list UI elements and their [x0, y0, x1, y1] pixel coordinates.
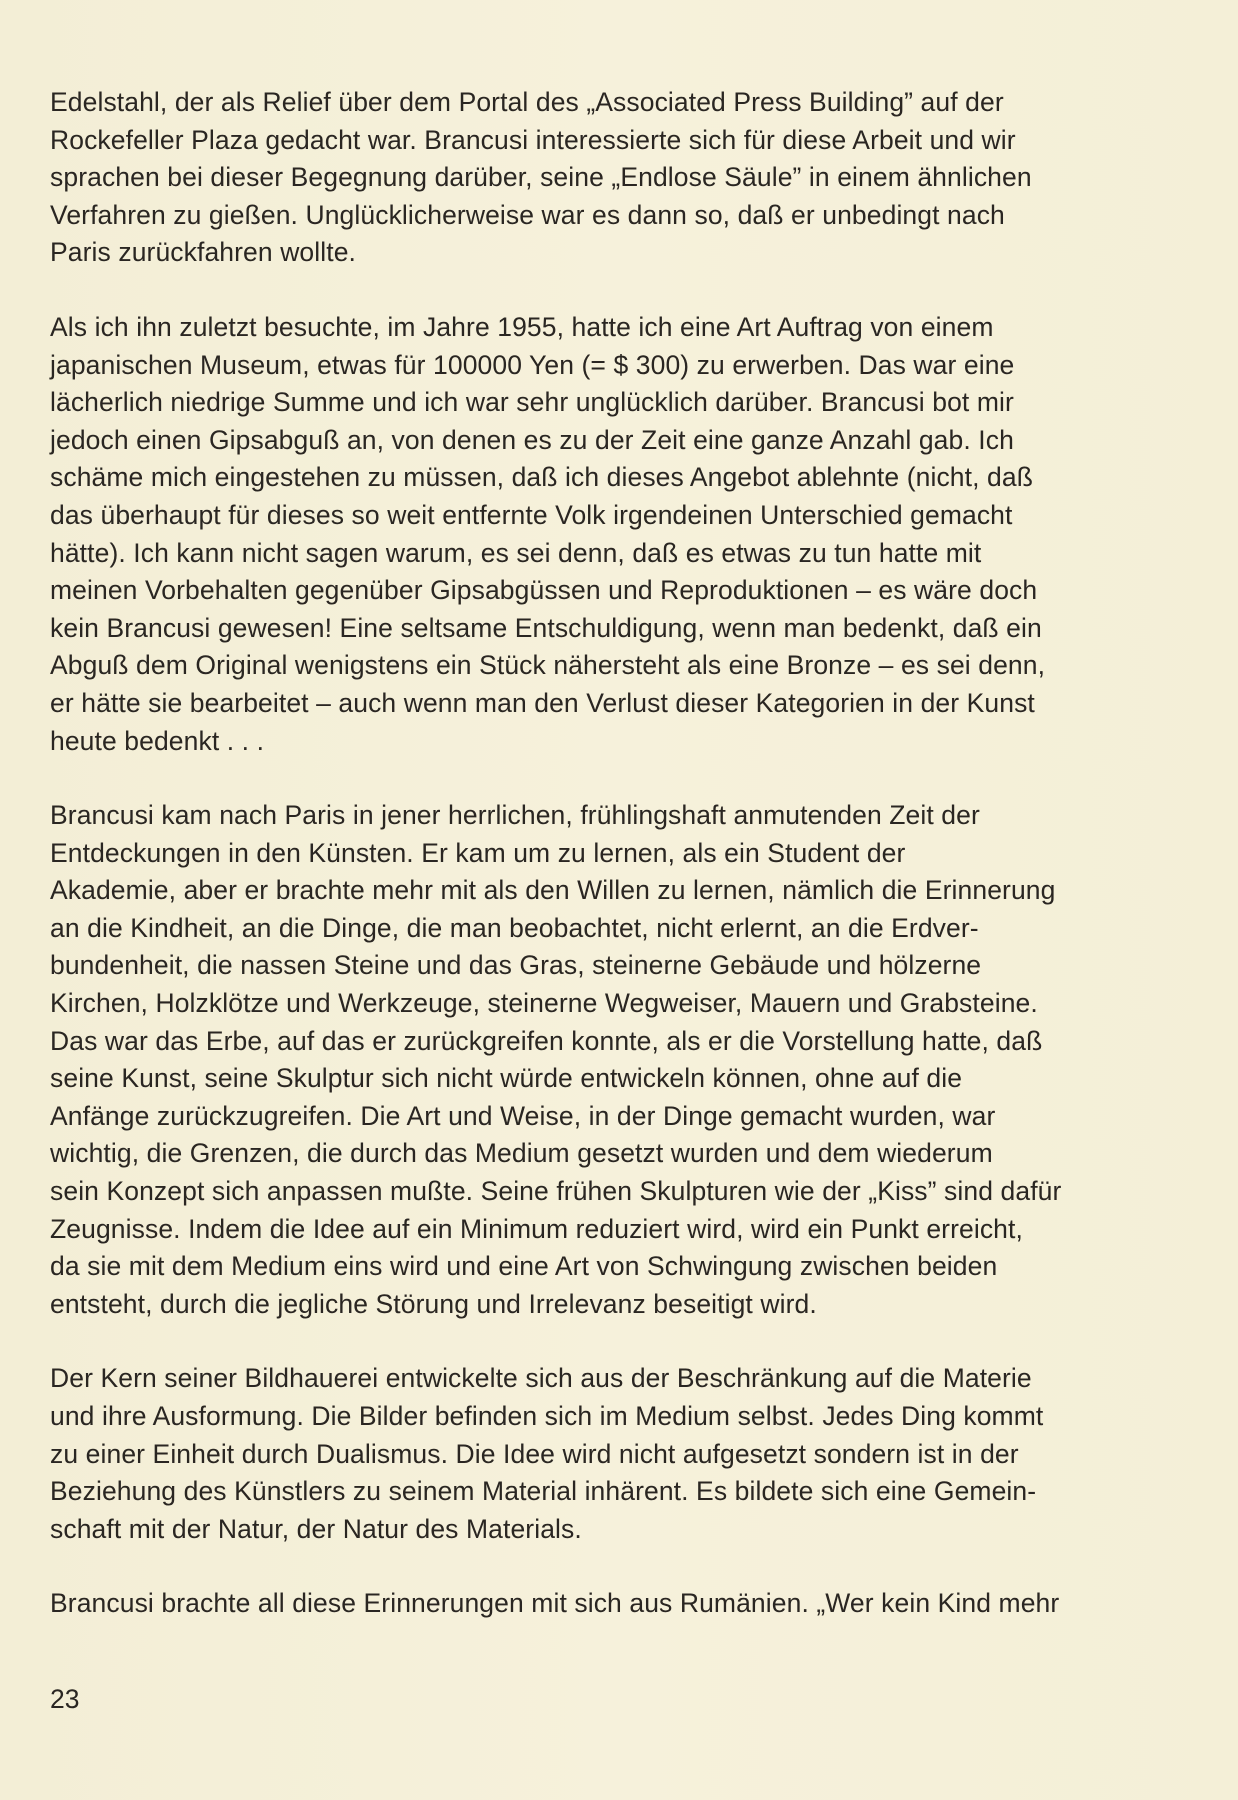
text-line: Anfänge zurückzugreifen. Die Art und Weise, in der Dinge gemacht wurden, war — [50, 1100, 996, 1131]
paragraph-2 — [50, 309, 1190, 760]
text-line: Brancusi brachte all diese Erinnerungen mit sich aus Rumänien. „Wer kein Kind mehr — [50, 1588, 1060, 1619]
text-line: Rockefeller Plaza gedacht war. Brancusi interessierte sich für diese Arbeit und wir — [50, 124, 1016, 155]
body-text — [50, 84, 1190, 1623]
text-line: entsteht, durch die jegliche Störung und Irrelevanz beseitigt wird. — [50, 1288, 817, 1319]
paragraph-4 — [50, 1360, 1190, 1548]
text-line: Paris zurückfahren wollte. — [50, 237, 357, 268]
paragraph-3 — [50, 797, 1190, 1323]
text-line: Edelstahl, der als Relief über dem Portal des „Associated Press Building” auf der — [50, 87, 1004, 117]
text-line: Beziehung des Künstlers zu seinem Material inhärent. Es bildete sich eine Gemein- — [50, 1476, 1037, 1507]
text-line: hätte). Ich kann nicht sagen warum, es sei denn, daß es etwas zu tun hatte mit — [50, 537, 982, 568]
text-line: schaft mit der Natur, der Natur des Materials. — [50, 1513, 582, 1544]
text-line: wichtig, die Grenzen, die durch das Medium gesetzt wurden und dem wiederum — [50, 1138, 993, 1169]
text-line: heute bedenkt . . . — [50, 725, 265, 756]
text-line: Das war das Erbe, auf das er zurückgreifen konnte, als er die Vorstellung hatte, daß — [50, 1025, 1043, 1056]
text-line: lächerlich niedrige Summe und ich war sehr unglücklich darüber. Brancusi bot mir — [50, 387, 1014, 418]
text-line: Als ich ihn zuletzt besuchte, im Jahre 1955, hatte ich eine Art Auftrag von einem — [50, 311, 994, 342]
text-line: Zeugnisse. Indem die Idee auf ein Minimum reduziert wird, wird ein Punkt erreicht, — [50, 1213, 1023, 1244]
text-line: Akademie, aber er brachte mehr mit als den Willen zu lernen, nämlich die Erinnerung — [50, 875, 1056, 906]
text-line: bundenheit, die nassen Steine und das Gras, steinerne Gebäude und hölzerne — [50, 950, 982, 981]
text-line: japanischen Museum, etwas für 100000 Yen (= $ 300) zu erwerben. Das war eine — [50, 349, 1015, 380]
text-line: er hätte sie bearbeitet – auch wenn man den Verlust dieser Kategorien in der Kunst — [50, 687, 1035, 718]
text-line: sein Konzept sich anpassen mußte. Seine frühen Skulpturen wie der „Kiss” sind dafür — [50, 1176, 1062, 1207]
text-line: und ihre Ausformung. Die Bilder befinden sich im Medium selbst. Jedes Ding kommt — [50, 1401, 1044, 1431]
text-line: meinen Vorbehalten gegenüber Gipsabgüssen und Reproduktionen – es wäre doch — [50, 575, 1038, 606]
text-line: Abguß dem Original wenigstens ein Stück nähersteht als eine Bronze – es sei denn, — [50, 650, 1046, 681]
text-line: das überhaupt für dieses so weit entfernte Volk irgendeinen Unterschied gemacht — [50, 499, 1013, 530]
paragraph-1 — [50, 84, 1190, 272]
text-line: seine Kunst, seine Skulptur sich nicht würde entwickeln können, ohne auf die — [50, 1063, 963, 1094]
text-line: an die Kindheit, an die Dinge, die man beobachtet, nicht erlernt, an die Erdver- — [50, 912, 979, 943]
text-line: Der Kern seiner Bildhauerei entwickelte sich aus der Beschränkung auf die Materie — [50, 1363, 1032, 1394]
text-line: Entdeckungen in den Künsten. Er kam um zu lernen, als ein Student der — [50, 837, 906, 868]
text-line: jedoch einen Gipsabguß an, von denen es zu der Zeit eine ganze Anzahl gab. Ich — [50, 424, 1014, 455]
text-line: sprachen bei dieser Begegnung darüber, seine „Endlose Säule” in einem ähnlichen — [50, 162, 1032, 193]
text-line: kein Brancusi gewesen! Eine seltsame Entschuldigung, wenn man bedenkt, daß ein — [50, 612, 1042, 643]
text-line: da sie mit dem Medium eins wird und eine Art von Schwingung zwischen beiden — [50, 1251, 998, 1282]
page-number: 23 — [50, 1684, 80, 1714]
text-line: schäme mich eingestehen zu müssen, daß ich dieses Angebot ablehnte (nicht, daß — [50, 462, 1033, 493]
text-line: Kirchen, Holzklötze und Werkzeuge, steinerne Wegweiser, Mauern und Grabsteine. — [50, 988, 1038, 1019]
text-line: zu einer Einheit durch Dualismus. Die Idee wird nicht aufgesetzt sondern ist in der — [50, 1438, 1019, 1469]
paragraph-5 — [50, 1585, 1190, 1623]
text-line: Brancusi kam nach Paris in jener herrlichen, frühlingshaft anmutenden Zeit der — [50, 800, 980, 831]
text-line: Verfahren zu gießen. Unglücklicherweise war es dann so, daß er unbedingt nach — [50, 199, 1005, 230]
